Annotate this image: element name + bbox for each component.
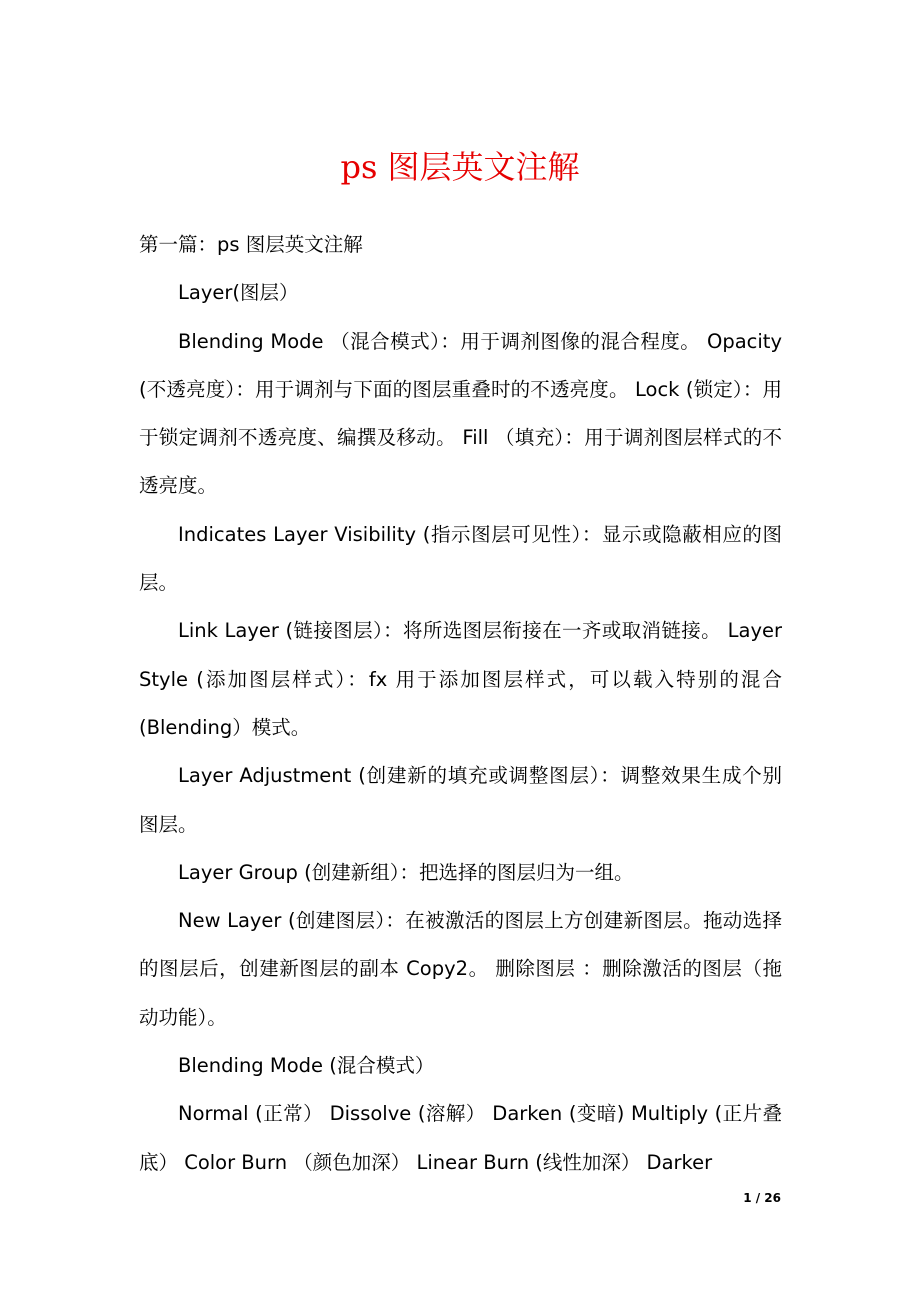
paragraph-layer-group: Layer Group (创建新组）：把选择的图层归为一组。	[178, 860, 634, 884]
paragraph-link-layer-style: Link Layer (链接图层）：将所选图层衔接在一齐或取消链接。 Layer Style (添加图层样式）：fx 用于添加图层样式，可以载入特别的混合(Blending）模式。	[139, 619, 782, 739]
paragraph-layer: Layer(图层）	[178, 281, 299, 305]
paragraph-layer-adjustment: Layer Adjustment (创建新的填充或调整图层）：调整效果生成个别图层。	[139, 764, 782, 836]
document-title: ps 图层英文注解	[340, 148, 580, 186]
paragraph-layer-visibility: Indicates Layer Visibility (指示图层可见性）：显示或隐蔽相应的图层。	[139, 522, 782, 595]
document-body	[139, 221, 782, 1187]
paragraph-new-layer: New Layer (创建图层）：在被激活的图层上方创建新图层。拖动选择的图层后，创建新图层的副本 Copy2。 删除图层 ：删除激活的图层（拖动功能）。	[139, 909, 782, 1029]
paragraph-chapter-heading: 第一篇：ps 图层英文注解	[139, 233, 363, 256]
page-number: 1 / 26	[743, 1191, 781, 1205]
paragraph-blending-mode-opacity-lock-fill: Blending Mode （混合模式）：用于调剂图像的混合程度。 Opacity (不透亮度）：用于调剂与下面的图层重叠时的不透亮度。 Lock (锁定）：用于锁定调剂不透亮度、编撰及移动。 Fill （填充）：用于调剂图层样式的不透亮度。	[139, 329, 782, 498]
paragraph-blending-mode-heading: Blending Mode (混合模式）	[178, 1054, 435, 1078]
paragraph-blending-mode-list: Normal (正常） Dissolve (溶解） Darken (变暗) Multiply (正片叠底） Color Burn （颜色加深） Linear Burn (线性加深） Darker	[139, 1102, 782, 1174]
